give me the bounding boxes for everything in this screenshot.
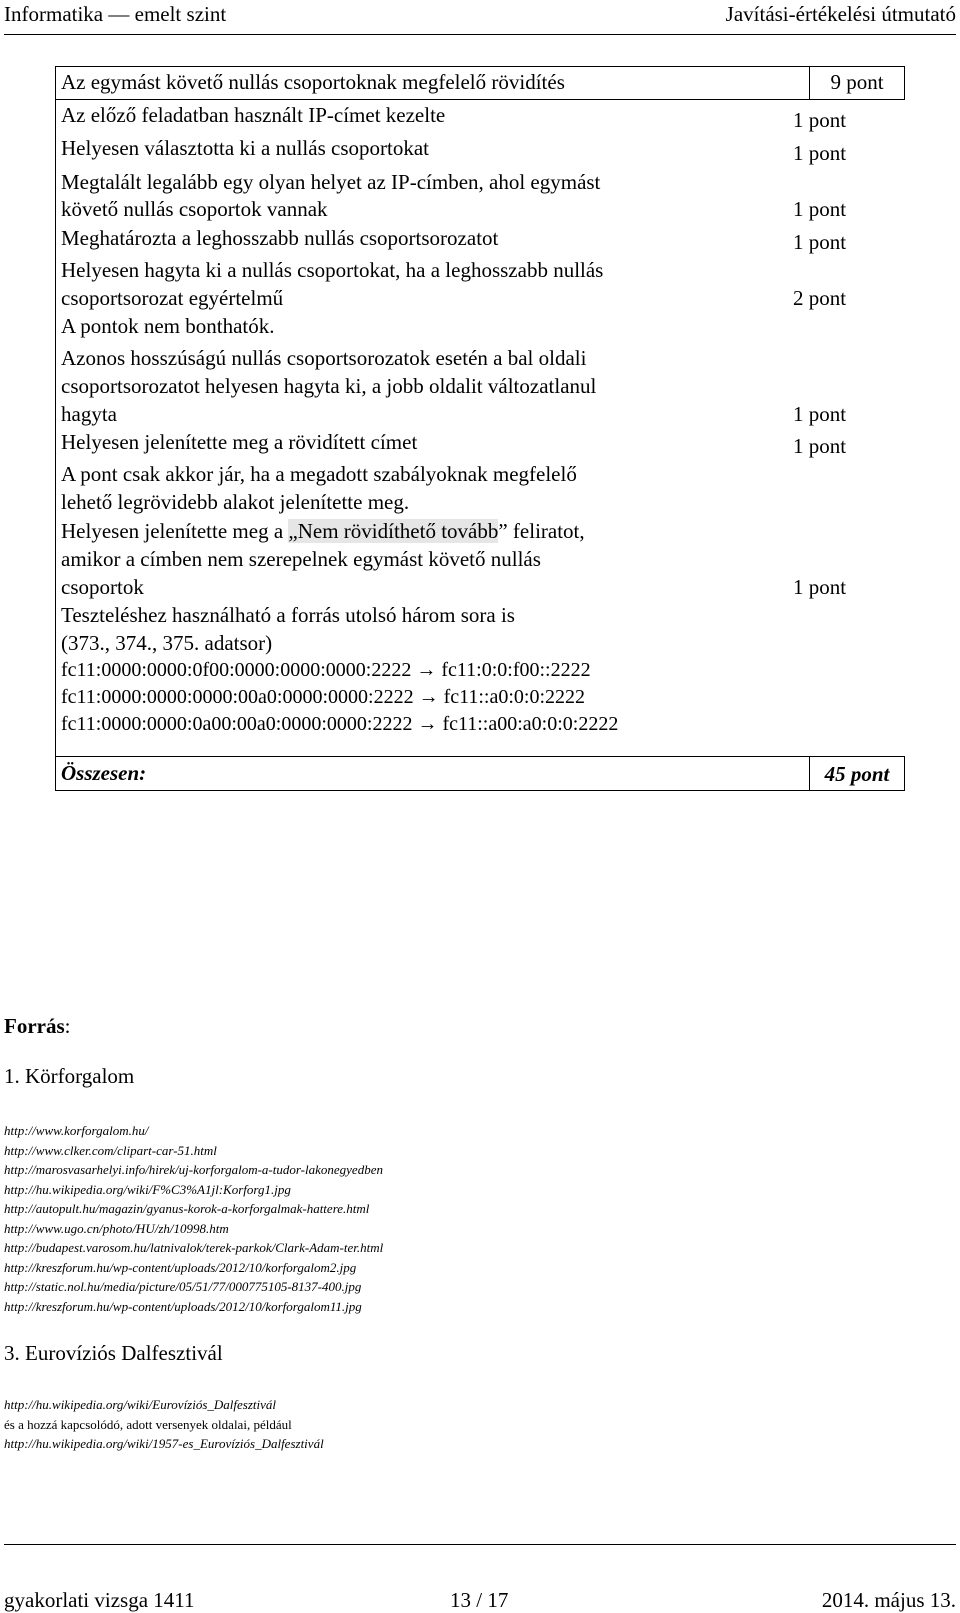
footer-divider	[4, 1544, 956, 1545]
table-heading: Az egymást követő nullás csoportoknak megfelelő rövidítés	[61, 70, 565, 94]
page-header	[0, 0, 960, 34]
criterion-text: követő nullás csoportok vannak	[61, 197, 328, 221]
criterion-text-part: Helyesen jelenítette meg a	[61, 519, 289, 543]
criterion-points: 2 pont	[793, 286, 847, 310]
criterion-points: 1 pont	[793, 141, 847, 165]
source-link[interactable]: http://marosvasarhelyi.info/hirek/uj-korforgalom-a-tudor-lakonegyedben	[4, 1162, 383, 1177]
source-section-3: 3. Eurovíziós Dalfesztivál	[4, 1341, 223, 1365]
arrow-icon: →	[417, 713, 438, 735]
header-divider	[4, 34, 956, 35]
criterion-points: 1 pont	[793, 434, 847, 458]
test-input: fc11:0000:0000:0a00:00a0:0000:0000:2222	[61, 713, 413, 735]
criterion-text: Helyesen hagyta ki a nullás csoportokat, ha a leghosszabb nullás	[61, 258, 604, 282]
footer-exam: gyakorlati vizsga 1411	[4, 1588, 195, 1612]
source-link[interactable]: http://kreszforum.hu/wp-content/uploads/2012/10/korforgalom11.jpg	[4, 1298, 362, 1314]
source-links-3	[4, 1395, 324, 1454]
criterion-text-part: ” feliratot,	[498, 519, 585, 543]
source-link[interactable]: http://www.clker.com/clipart-car-51.html	[4, 1142, 217, 1158]
criterion-text: Megtalált legalább egy olyan helyet az IP-címben, ahol egymást	[61, 170, 601, 194]
criterion-text: hagyta	[61, 402, 117, 426]
criterion-text: Helyesen jelenítette meg a rövidített címet	[61, 430, 418, 454]
test-note: Teszteléshez használható a forrás utolsó három sora is	[61, 603, 515, 627]
arrow-icon: →	[416, 659, 437, 681]
source-section-1: 1. Körforgalom	[4, 1064, 135, 1088]
criterion-points: 1 pont	[793, 230, 847, 254]
source-link[interactable]: http://budapest.varosom.hu/latnivalok/terek-parkok/Clark-Adam-ter.html	[4, 1240, 384, 1255]
source-links-1	[4, 1121, 383, 1316]
source-link[interactable]: http://static.nol.hu/media/picture/05/51/77/000775105-8137-400.jpg	[4, 1279, 362, 1294]
header-doc-title: Javítási-értékelési útmutató	[725, 2, 956, 26]
criterion-text: Az előző feladatban használt IP-címet kezelte	[61, 103, 446, 127]
source-link[interactable]: http://www.ugo.cn/photo/HU/zh/10998.htm	[4, 1220, 229, 1236]
footer-date: 2014. május 13.	[821, 1588, 956, 1612]
criterion-points: 1 pont	[793, 575, 847, 599]
test-note: (373., 374., 375. adatsor)	[61, 631, 273, 655]
page-number: 13 / 17	[450, 1588, 509, 1612]
criterion-note: A pontok nem bonthatók.	[61, 314, 275, 338]
source-link[interactable]: http://autopult.hu/magazin/gyanus-korok-a-korforgalmak-hattere.html	[4, 1201, 370, 1216]
arrow-icon: →	[418, 686, 439, 708]
test-case	[61, 710, 618, 738]
criterion-note: A pont csak akkor jár, ha a megadott szabályoknak megfelelő	[61, 462, 577, 486]
criterion-text: amikor a címben nem szerepelnek egymást követő nullás	[61, 547, 541, 571]
test-output: fc11:0:0:f00::2222	[441, 659, 591, 681]
source-link[interactable]: http://hu.wikipedia.org/wiki/F%C3%A1jl:Korforg1.jpg	[4, 1181, 291, 1197]
criterion-text	[61, 517, 585, 545]
source-link[interactable]: http://www.korforgalom.hu/	[4, 1123, 149, 1138]
source-link[interactable]: http://kreszforum.hu/wp-content/uploads/2012/10/korforgalom2.jpg	[4, 1259, 357, 1275]
sources-title	[4, 1014, 71, 1039]
criterion-text: csoportok	[61, 575, 144, 599]
total-label: Összesen:	[61, 761, 147, 785]
test-output: fc11::a0:0:0:2222	[443, 686, 586, 708]
test-output: fc11::a00:a0:0:0:2222	[442, 713, 619, 735]
test-case	[61, 656, 591, 684]
header-subject: Informatika — emelt szint	[4, 2, 227, 26]
source-link[interactable]: http://hu.wikipedia.org/wiki/Eurovíziós_Dalfesztivál	[4, 1397, 277, 1412]
criterion-text: Helyesen választotta ki a nullás csoportokat	[61, 136, 429, 160]
test-case	[61, 683, 585, 711]
heading-points: 9 pont	[830, 70, 884, 94]
criterion-points: 1 pont	[793, 402, 847, 426]
criterion-text: Meghatározta a leghosszabb nullás csoportsorozatot	[61, 226, 499, 250]
criterion-points: 1 pont	[793, 108, 847, 132]
sources-title-text: Forrás	[4, 1014, 65, 1038]
source-note: és a hozzá kapcsolódó, adott versenyek oldalai, például	[4, 1416, 292, 1432]
criterion-text: csoportsorozat egyértelmű	[61, 286, 284, 310]
sources-title-suffix: :	[64, 1014, 71, 1038]
test-input: fc11:0000:0000:0f00:0000:0000:0000:2222	[61, 659, 412, 681]
scoring-table	[55, 66, 905, 790]
criterion-note: lehető legrövidebb alakot jelenítette meg.	[61, 490, 410, 514]
test-input: fc11:0000:0000:0000:00a0:0000:0000:2222	[61, 686, 414, 708]
total-points: 45 pont	[824, 762, 890, 786]
criterion-points: 1 pont	[793, 197, 847, 221]
source-link[interactable]: http://hu.wikipedia.org/wiki/1957-es_Eurovíziós_Dalfesztivál	[4, 1436, 324, 1451]
criterion-text: csoportsorozatot helyesen hagyta ki, a jobb oldalit változatlanul	[61, 374, 597, 398]
criterion-text: Azonos hosszúságú nullás csoportsorozatok esetén a bal oldali	[61, 346, 587, 370]
quoted-message: „Nem rövidíthető tovább	[288, 519, 499, 543]
